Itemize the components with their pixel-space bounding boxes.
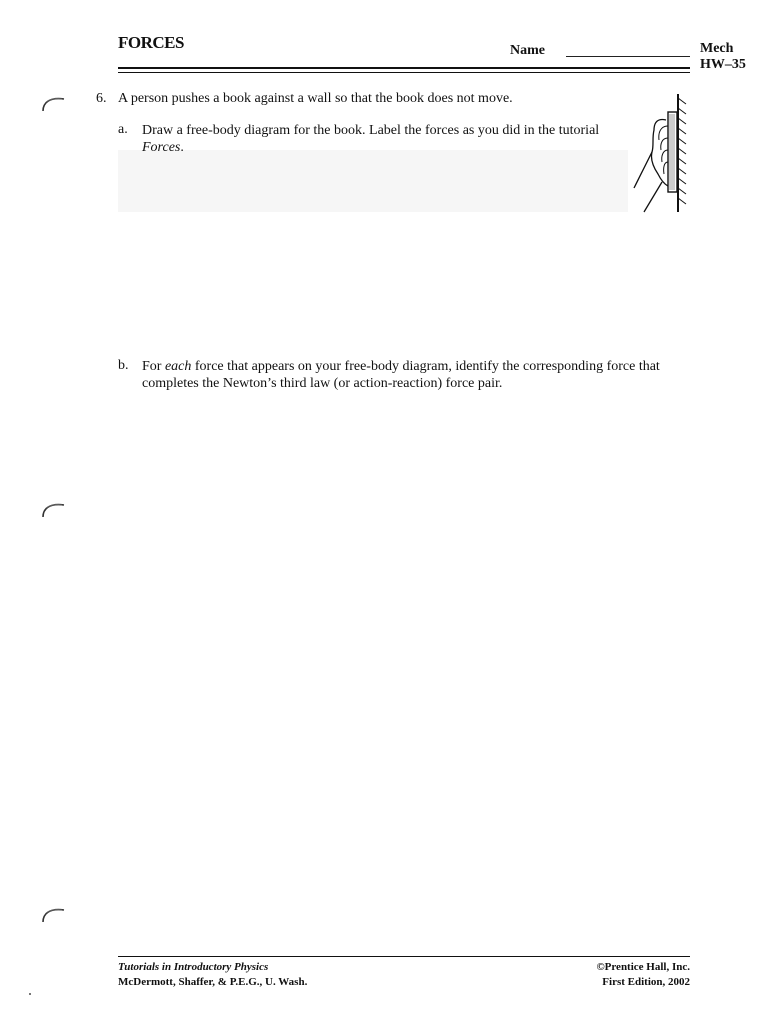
footer-book-title: Tutorials in Introductory Physics xyxy=(118,961,269,973)
name-blank-line xyxy=(566,56,690,57)
answer-area-a xyxy=(118,150,628,212)
part-a-text-start: Draw a free-body diagram for the book. Label the forces as you did in the tutorial xyxy=(142,123,600,138)
footer-copyright: ©Prentice Hall, Inc. xyxy=(596,961,690,973)
name-label: Name xyxy=(510,43,545,58)
header-rule-thin xyxy=(118,72,690,73)
question-number: 6. xyxy=(96,91,107,106)
part-b-letter: b. xyxy=(118,358,129,373)
part-b-text-italic: each xyxy=(164,359,192,374)
binder-hole-mark-icon xyxy=(40,94,66,112)
part-a-letter: a. xyxy=(118,122,128,137)
question-text: A person pushes a book against a wall so that the book does not move. xyxy=(118,91,513,106)
scan-speck xyxy=(29,993,31,995)
part-b-text-start: For xyxy=(142,359,165,374)
binder-hole-mark-icon xyxy=(40,905,66,923)
binder-hole-mark-icon xyxy=(40,500,66,518)
footer-rule xyxy=(118,956,690,957)
homework-code-line2: HW–35 xyxy=(700,57,746,72)
header-rule xyxy=(118,67,690,69)
hand-pushing-book-against-wall-icon xyxy=(628,92,694,214)
page-title: FORCES xyxy=(118,33,184,52)
footer-authors: McDermott, Shaffer, & P.E.G., U. Wash. xyxy=(118,976,308,988)
part-b-text-end: force that appears on your free-body diagram, identify the corresponding force that completes the Newton’s third law (or action-reaction) force pair. xyxy=(142,359,660,391)
homework-code-line1: Mech xyxy=(700,41,734,56)
part-a-text-italic: Forces xyxy=(142,140,181,155)
part-a-text xyxy=(142,122,612,156)
part-b-text xyxy=(142,358,702,392)
footer-edition: First Edition, 2002 xyxy=(602,976,690,988)
part-a-text-end: . xyxy=(180,140,184,155)
